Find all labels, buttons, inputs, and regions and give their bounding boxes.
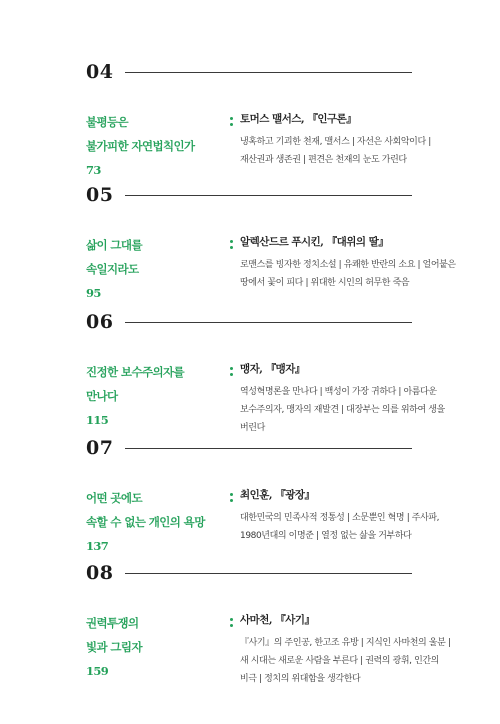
- chapter-title: [86, 486, 216, 558]
- chapter-description: 역성혁명론을 만나다 | 백성이 가장 귀하다 | 아름다운 보수주의자, 맹자의 재발견 | 대장부는 의를 위하여 생을 버린다: [240, 387, 445, 433]
- bullet-icon: [230, 240, 233, 250]
- chapter-source: 맹자, 『맹자』: [240, 363, 305, 375]
- chapter-page-number[interactable]: 137: [86, 539, 109, 553]
- chapter-divider: [125, 448, 412, 449]
- bullet-icon: [230, 493, 233, 503]
- bullet-icon: [230, 117, 233, 127]
- chapter-title-line: 불평등은: [86, 115, 129, 129]
- chapter-description: 냉혹하고 기괴한 천재, 맬서스 | 자선은 사회악이다 | 재산권과 생존권 | 편견은 천재의 눈도 가린다: [240, 137, 431, 165]
- chapter-description: 『사기』의 주인공, 한고조 유방 | 지식인 사마천의 울분 | 새 시대는 새로운 사람을 부른다 | 권력의 광휘, 인간의 비극 | 정치의 위대함을 생각한다: [240, 638, 451, 684]
- chapter-source: 토머스 맬서스, 『인구론』: [240, 113, 357, 125]
- chapter-number: 07: [86, 437, 114, 459]
- chapter-page-number[interactable]: 95: [86, 286, 101, 300]
- chapter-number: 04: [86, 61, 114, 83]
- chapter-title: [86, 233, 216, 305]
- chapter-description: 로맨스를 빙자한 정치소설 | 유쾌한 반란의 소요 | 얼어붙은 땅에서 꽃이 피다 | 위대한 시인의 허무한 죽음: [240, 260, 456, 288]
- chapter-page-number[interactable]: 115: [86, 413, 109, 427]
- chapter-number: 08: [86, 562, 114, 584]
- chapter-title-line: 만나다: [86, 389, 118, 403]
- chapter-source: 사마천, 『사기』: [240, 614, 315, 626]
- chapter-title-line: 삶이 그대를: [86, 238, 142, 252]
- chapter-title-line: 빛과 그림자: [86, 640, 142, 654]
- chapter-divider: [125, 72, 412, 73]
- chapter-divider: [125, 573, 412, 574]
- chapter-title: [86, 611, 216, 683]
- chapter-page-number[interactable]: 159: [86, 664, 109, 678]
- bullet-icon: [230, 618, 233, 628]
- chapter-title: [86, 360, 216, 432]
- chapter-title-line: 어떤 곳에도: [86, 491, 142, 505]
- chapter-title-line: 권력투쟁의: [86, 616, 139, 630]
- chapter-title-line: 불가피한 자연법칙인가: [86, 139, 195, 153]
- chapter-description: 대한민국의 민족사적 정통성 | 소문뿐인 혁명 | 주사파, 1980년대의 이명준 | 열정 없는 삶을 거부하다: [240, 513, 440, 541]
- chapter-title-line: 속일지라도: [86, 262, 139, 276]
- chapter-title: [86, 110, 216, 182]
- chapter-divider: [125, 195, 412, 196]
- bullet-icon: [230, 367, 233, 377]
- chapter-number: 06: [86, 311, 114, 333]
- chapter-source: 최인훈, 『광장』: [240, 489, 315, 501]
- chapter-page-number[interactable]: 73: [86, 163, 101, 177]
- chapter-title-line: 진정한 보수주의자를: [86, 365, 184, 379]
- chapter-divider: [125, 322, 412, 323]
- chapter-title-line: 속할 수 없는 개인의 욕망: [86, 515, 205, 529]
- chapter-source: 알렉산드르 푸시킨, 『대위의 딸』: [240, 236, 389, 248]
- chapter-number: 05: [86, 184, 114, 206]
